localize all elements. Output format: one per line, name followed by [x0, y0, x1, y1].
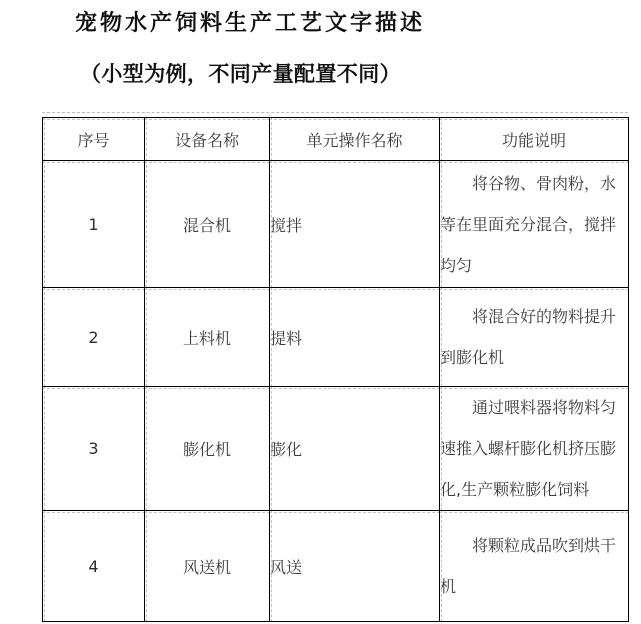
cell-device: 风送机: [145, 511, 270, 622]
table-header-row: [43, 118, 629, 161]
process-table: [42, 117, 629, 622]
cell-operation: 提料: [270, 288, 440, 387]
cell-operation: 搅拌: [270, 161, 440, 288]
column-header-function: 功能说明: [440, 118, 629, 161]
cell-device: 上料机: [145, 288, 270, 387]
cell-seq: 4: [43, 511, 145, 622]
cell-device: 膨化机: [145, 387, 270, 511]
cell-description: 通过喂料器将物料匀速推入螺杆膨化机挤压膨化,生产颗粒膨化饲料: [440, 387, 629, 511]
column-header-seq: 序号: [43, 118, 145, 161]
table-row: [43, 288, 629, 387]
cell-seq: 1: [43, 161, 145, 288]
cell-seq: 3: [43, 387, 145, 511]
table-row: [43, 387, 629, 511]
table-row: [43, 161, 629, 288]
cell-description: 将混合好的物料提升到膨化机: [440, 288, 629, 387]
table-row: [43, 511, 629, 622]
cell-description: 将谷物、骨肉粉，水等在里面充分混合，搅拌均匀: [440, 161, 629, 288]
column-header-device: 设备名称: [145, 118, 270, 161]
column-header-operation: 单元操作名称: [270, 118, 440, 161]
page-title: 宠物水产饲料生产工艺文字描述: [75, 11, 426, 36]
page-subtitle: （小型为例，不同产量配置不同）: [80, 62, 401, 86]
cell-operation: 膨化: [270, 387, 440, 511]
cell-device: 混合机: [145, 161, 270, 288]
cell-description: 将颗粒成品吹到烘干机: [440, 511, 629, 622]
cell-seq: 2: [43, 288, 145, 387]
cell-operation: 风送: [270, 511, 440, 622]
process-table-wrap: [42, 117, 628, 622]
